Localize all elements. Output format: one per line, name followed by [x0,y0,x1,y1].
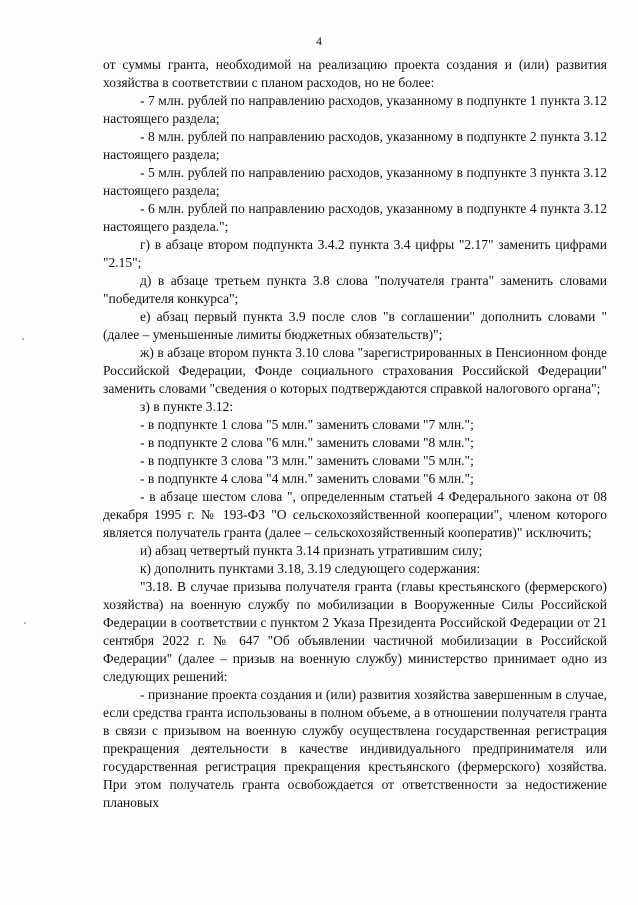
paragraph: к) дополнить пунктами 3.18, 3.19 следующего содержания: [140,561,481,576]
paragraph: "3.18. В случае призыва получателя гранта (главы крестьянского (фермерского) хозяйства) на военную службу по мобилизации в Вооруженные Силы Российской Федерации в соответствии с пунктом 2 Указа Президента Российской Федерации от 21 сентября 2022 г. № 647 "Об объявлении частичной мобилизации в Российской Федерации" (далее – призыв на военную службу) министерство принимает одно из следующих решений: [103,579,607,684]
paragraph: - 8 млн. рублей по направлению расходов, указанному в подпункте 2 пункта 3.12 настоящего раздела; [103,129,607,162]
paragraph: д) в абзаце третьем пункта 3.8 слова "получателя гранта" заменить словами "победителя конкурса"; [103,273,607,306]
page-number: 4 [316,34,322,48]
paragraph: - в подпункте 2 слова "6 млн." заменить словами "8 млн."; [140,435,474,450]
scan-speck [22,338,24,340]
paragraph: г) в абзаце втором подпункта 3.4.2 пункта 3.4 цифры "2.17" заменить цифрами "2.15"; [103,237,607,270]
paragraph: - 7 млн. рублей по направлению расходов, указанному в подпункте 1 пункта 3.12 настоящего раздела; [103,93,607,126]
paragraph: - 6 млн. рублей по направлению расходов, указанному в подпункте 4 пункта 3.12 настоящего раздела."; [103,201,607,234]
paragraph: - 5 млн. рублей по направлению расходов, указанному в подпункте 3 пункта 3.12 настоящего раздела; [103,165,607,198]
scan-speck [24,622,26,624]
paragraph: - в подпункте 4 слова "4 млн." заменить словами "6 млн."; [140,471,474,486]
paragraph: з) в пункте 3.12: [140,399,234,414]
paragraph: и) абзац четвертый пункта 3.14 признать утратившим силу; [140,543,483,558]
paragraph: - признание проекта создания и (или) развития хозяйства завершенным в случае, если средства гранта использованы в полном объеме, а в отношении получателя гранта в связи с призывом на военную службу осуществлена государственная регистрация прекращения деятельности в качестве индивидуального предпринимателя или государственная регистрация прекращения крестьянского (фермерского) хозяйства. При этом получатель гранта освобождается от ответственности за недостижение плановых [103,687,607,810]
paragraph: е) абзац первый пункта 3.9 после слов "в соглашении" дополнить словами "(далее – уменьшенные лимиты бюджетных обязательств)"; [103,309,607,342]
paragraph: - в подпункте 1 слова "5 млн." заменить словами "7 млн."; [140,417,474,432]
paragraph: - в подпункте 3 слова "3 млн." заменить словами "5 млн."; [140,453,474,468]
paragraph: от суммы гранта, необходимой на реализацию проекта создания и (или) развития хозяйства в соответствии с планом расходов, но не более: [103,57,607,90]
document-body [103,56,607,812]
paragraph: ж) в абзаце втором пункта 3.10 слова "зарегистрированных в Пенсионном фонде Российской Федерации, Фонде социального страхования Российской Федерации" заменить словами "сведения о которых подтверждаются справкой налогового органа"; [103,345,607,396]
paragraph: - в абзаце шестом слова ", определенным статьей 4 Федерального закона от 08 декабря 1995 г. № 193-ФЗ "О сельскохозяйственной кооперации", членом которого является получатель гранта (далее – сельскохозяйственный кооператив)" исключить; [103,489,607,540]
